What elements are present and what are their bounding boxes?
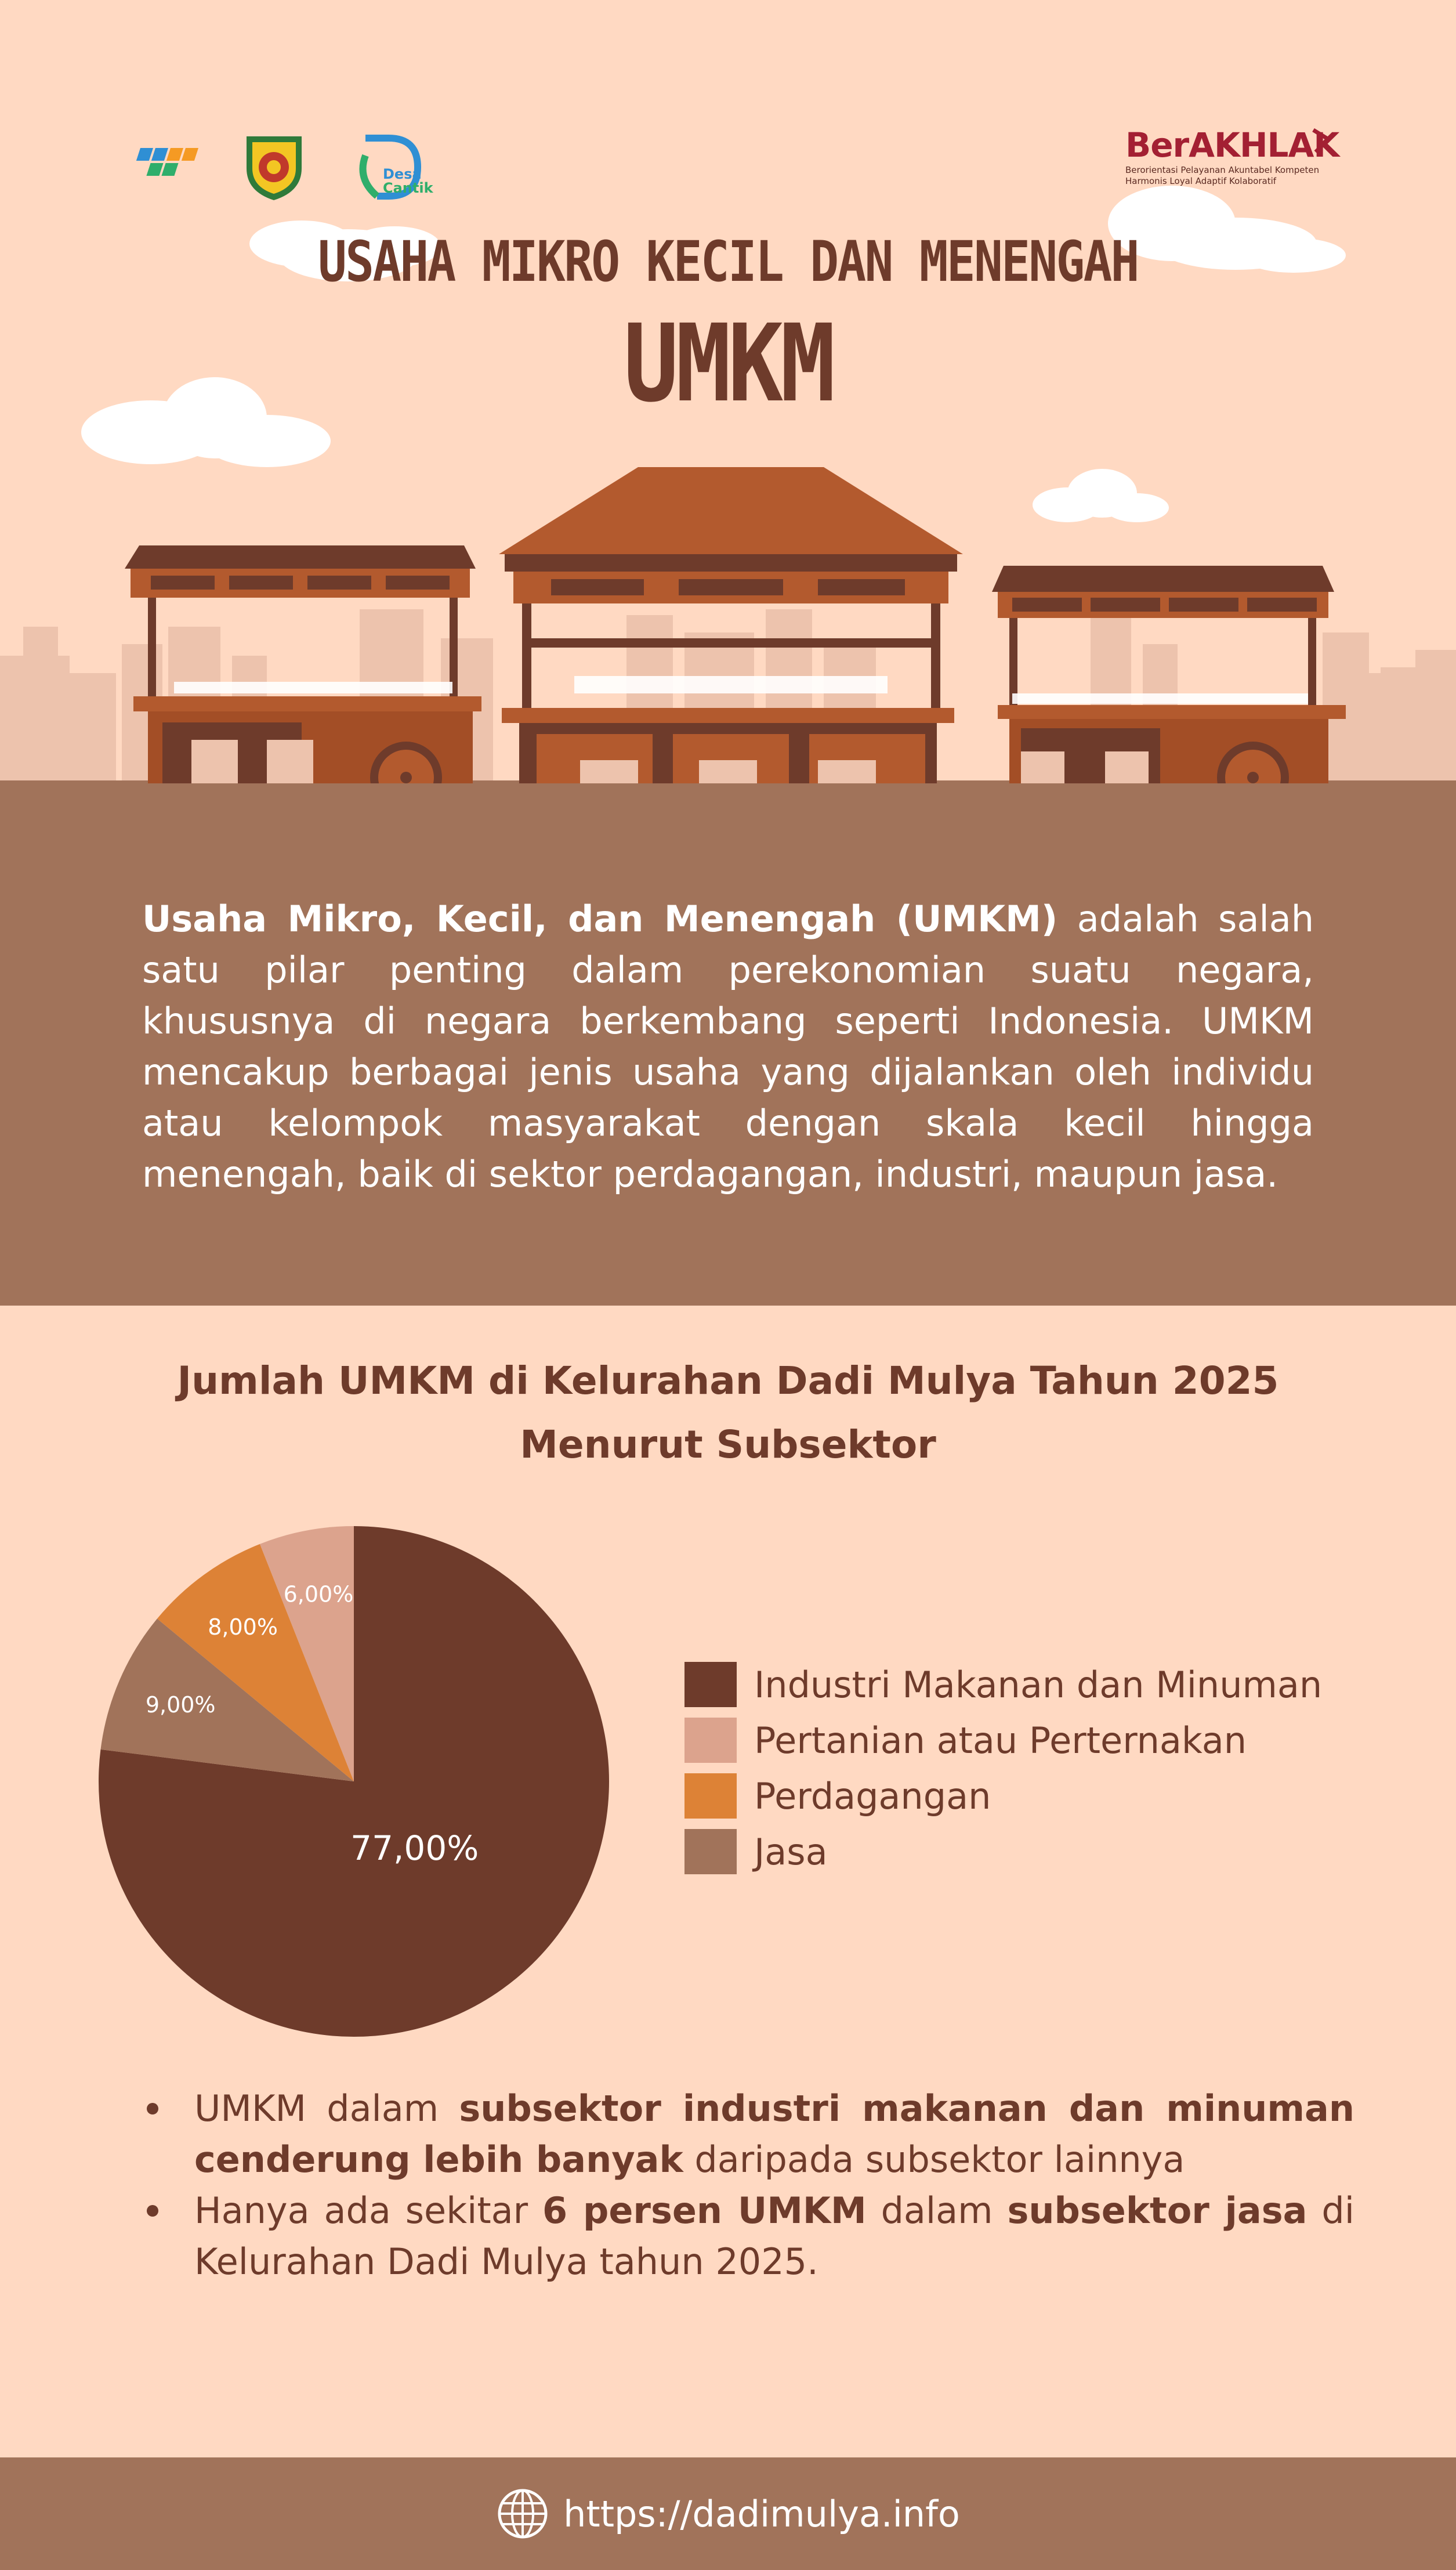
legend-swatch <box>684 1773 737 1819</box>
chart-legend <box>684 1657 1322 1879</box>
intro-section <box>0 783 1456 1306</box>
finding-text-part: dalam <box>866 2189 1008 2232</box>
legend-swatch <box>684 1662 737 1707</box>
chevron-right-icon <box>1310 126 1333 156</box>
finding-text-part: subsektor industri makanan dan minuman cenderung lebih banyak <box>194 2087 1354 2181</box>
berakhlak-tagline-line2: Harmonis Loyal Adaptif Kolaboratif <box>1125 176 1277 186</box>
footer <box>0 2457 1456 2570</box>
chart-title-line1: Jumlah UMKM di Kelurahan Dadi Mulya Tahun 2025 <box>177 1358 1279 1403</box>
finding-text-part: subsektor jasa <box>1007 2189 1307 2232</box>
pie-slice-label-0: 77,00% <box>350 1828 479 1868</box>
berakhlak-logo <box>1125 126 1346 187</box>
intro-paragraph <box>142 894 1314 1200</box>
desa-cantik-line1: Desa <box>383 166 422 182</box>
legend-label: Jasa <box>754 1830 828 1873</box>
berakhlak-wordmark: BerAKHLAK <box>1125 125 1339 165</box>
desa-cantik-logo-text <box>383 167 433 195</box>
pie-slice-label-2: 8,00% <box>208 1614 278 1640</box>
key-findings-list <box>142 2083 1354 2287</box>
hero-banner <box>0 0 1456 783</box>
bullet-dot-icon <box>147 2103 158 2114</box>
legend-swatch <box>684 1829 737 1874</box>
page-title-acronym: UMKM <box>623 302 833 426</box>
berakhlak-tagline <box>1125 165 1346 187</box>
finding-text-part: di Kelurahan Dadi Mulya tahun 2025. <box>194 2189 1354 2283</box>
website-link[interactable]: https://dadimulya.info <box>563 2492 960 2535</box>
kabupaten-emblem-icon <box>241 128 307 203</box>
finding-item <box>142 2185 1354 2287</box>
legend-swatch <box>684 1718 737 1763</box>
intro-body: adalah salah satu pilar penting dalam perekonomian suatu negara, khususnya di negara berkembang seperti Indonesia. UMKM mencakup berbagai jenis usaha yang dijalankan oleh individu atau kelompok masyarakat dengan skala kecil hingga menengah, baik di sektor perdagangan, industri, maupun jasa. <box>142 898 1314 1195</box>
bullet-dot-icon <box>147 2205 158 2217</box>
bps-logo-icon <box>119 125 206 200</box>
legend-label: Pertanian atau Perternakan <box>754 1719 1247 1762</box>
pie-chart <box>87 1514 621 2048</box>
finding-text-part: UMKM dalam <box>194 2087 459 2130</box>
legend-item <box>684 1712 1322 1768</box>
intro-bold-lead: Usaha Mikro, Kecil, dan Menengah (UMKM) <box>142 898 1058 940</box>
legend-label: Perdagangan <box>754 1774 991 1817</box>
finding-item <box>142 2083 1354 2185</box>
finding-text-part: 6 persen UMKM <box>542 2189 867 2232</box>
finding-text-part: Hanya ada sekitar <box>194 2189 543 2232</box>
chart-title <box>0 1349 1456 1477</box>
berakhlak-tagline-line1: Berorientasi Pelayanan Akuntabel Kompeten <box>1125 165 1320 175</box>
legend-label: Industri Makanan dan Minuman <box>754 1663 1323 1706</box>
pie-slice-label-3: 6,00% <box>283 1581 354 1607</box>
legend-item <box>684 1657 1322 1712</box>
page-title: USAHA MIKRO KECIL DAN MENENGAH <box>318 229 1138 294</box>
pie-slice-label-1: 9,00% <box>145 1692 216 1718</box>
finding-text-part: daripada subsektor lainnya <box>683 2138 1185 2181</box>
legend-item <box>684 1768 1322 1824</box>
chart-title-line2: Menurut Subsektor <box>520 1422 936 1467</box>
legend-item <box>684 1824 1322 1879</box>
desa-cantik-line2: Cantik <box>383 180 433 196</box>
globe-icon <box>496 2487 549 2540</box>
